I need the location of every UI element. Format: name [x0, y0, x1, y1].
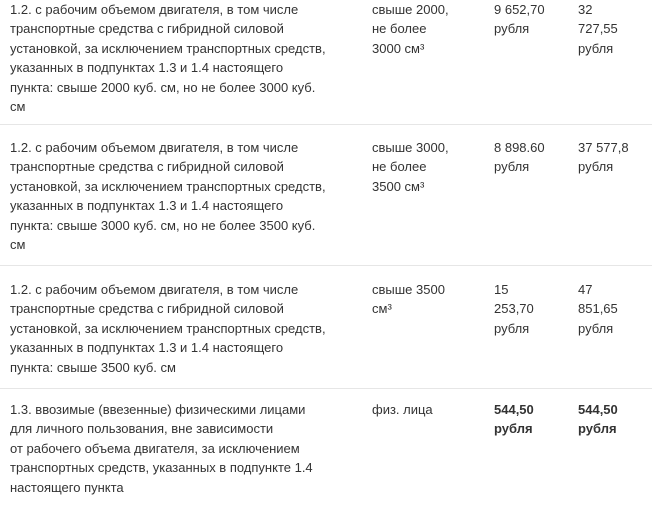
description-line: 1.2. с рабочим объемом двигателя, в том числе — [10, 2, 299, 17]
volume-line: см³ — [372, 301, 392, 317]
description-line: 1.3. ввозимые (ввезенные) физическими лицами — [10, 402, 306, 417]
volume-line: свыше 3000, — [372, 140, 449, 155]
volume-line: не более — [372, 159, 427, 175]
description-line: см — [10, 99, 26, 115]
rate-line: рубля — [578, 159, 614, 175]
description-line: настоящего пункта — [10, 479, 124, 495]
rate-line: 9 652,70 — [494, 2, 545, 17]
volume-line: свыше 3500 — [372, 282, 445, 297]
rate-line: 15 — [494, 282, 509, 297]
rate-line: рубля — [578, 421, 617, 437]
rate-line: рубля — [494, 320, 530, 336]
rate-line: 8 898.60 — [494, 140, 545, 155]
rate-line: 544,50 — [494, 402, 534, 417]
volume-line: свыше 2000, — [372, 2, 449, 17]
rate-cell — [578, 138, 648, 177]
description-cell — [10, 0, 350, 116]
rate-cell — [578, 0, 648, 58]
rate-cell — [494, 400, 564, 439]
description-line: пункта: свыше 3000 куб. см, но не более 3500 куб. — [10, 217, 316, 233]
description-line: установкой, за исключением транспортных средств, — [10, 178, 326, 194]
description-line: см — [10, 237, 26, 253]
rate-line: рубля — [494, 421, 533, 437]
volume-line: физ. лица — [372, 402, 433, 417]
rate-line: 727,55 — [578, 21, 618, 37]
description-line: 1.2. с рабочим объемом двигателя, в том числе — [10, 140, 299, 155]
rate-line: 253,70 — [494, 301, 534, 317]
description-line: указанных в подпунктах 1.3 и 1.4 настоящего — [10, 60, 284, 76]
engine-volume-cell — [372, 0, 472, 58]
description-line: пункта: свыше 2000 куб. см, но не более 3000 куб. — [10, 79, 316, 95]
rate-cell — [494, 280, 564, 338]
rate-line: рубля — [578, 320, 614, 336]
description-line: транспортные средства с гибридной силовой — [10, 21, 284, 37]
volume-line: 3500 см³ — [372, 178, 425, 194]
rate-line: 32 — [578, 2, 593, 17]
description-cell — [10, 280, 350, 377]
volume-line: не более — [372, 21, 427, 37]
description-line: установкой, за исключением транспортных средств, — [10, 40, 326, 56]
table-row — [0, 389, 652, 517]
description-line: транспортных средств, указанных в подпункте 1.4 — [10, 460, 313, 476]
engine-volume-cell — [372, 138, 472, 196]
description-line: пункта: свыше 3500 куб. см — [10, 359, 176, 375]
rate-line: 851,65 — [578, 301, 618, 317]
description-line: 1.2. с рабочим объемом двигателя, в том числе — [10, 282, 299, 297]
description-line: для личного пользования, вне зависимости — [10, 421, 274, 437]
description-line: транспортные средства с гибридной силовой — [10, 301, 284, 317]
description-line: транспортные средства с гибридной силовой — [10, 159, 284, 175]
table-row — [0, 0, 652, 125]
rate-line: 47 — [578, 282, 593, 297]
rate-cell — [578, 280, 648, 338]
description-cell — [10, 138, 350, 254]
table-row — [0, 125, 652, 266]
rate-cell — [494, 0, 564, 39]
volume-line: 3000 см³ — [372, 40, 425, 56]
description-cell — [10, 400, 350, 497]
table-row — [0, 266, 652, 389]
rate-line: рубля — [578, 40, 614, 56]
rate-line: 37 577,8 — [578, 140, 629, 155]
rate-line: рубля — [494, 21, 530, 37]
rate-line: 544,50 — [578, 402, 618, 417]
description-line: указанных в подпунктах 1.3 и 1.4 настоящего — [10, 340, 284, 356]
rate-cell — [578, 400, 648, 439]
rate-line: рубля — [494, 159, 530, 175]
engine-volume-cell — [372, 280, 472, 319]
rate-cell — [494, 138, 564, 177]
description-line: от рабочего объема двигателя, за исключением — [10, 440, 300, 456]
description-line: установкой, за исключением транспортных средств, — [10, 320, 326, 336]
description-line: указанных в подпунктах 1.3 и 1.4 настоящего — [10, 198, 284, 214]
engine-volume-cell — [372, 400, 472, 419]
